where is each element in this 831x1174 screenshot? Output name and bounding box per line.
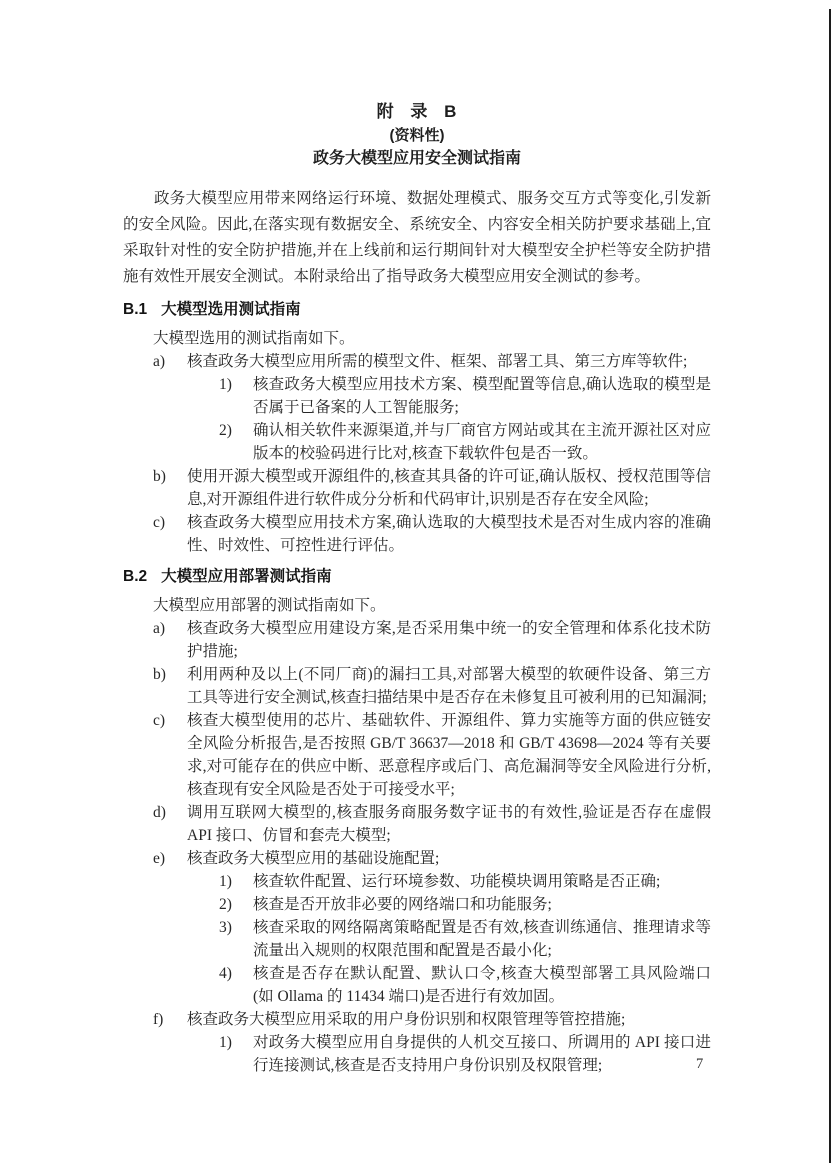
- list-subitem: [219, 419, 711, 465]
- list-subitem-label: 1): [219, 376, 232, 393]
- list-subitem: [219, 962, 711, 1008]
- appendix-informative-label: (资料性): [389, 127, 445, 144]
- appendix-label: 附 录 B: [376, 102, 458, 121]
- list-subitem: [219, 1031, 711, 1077]
- list-subitem-text: 确认相关软件来源渠道,并与厂商官方网站或其在主流开源社区对应版本的校验码进行比对,核查下载软件包是否一致。: [253, 422, 711, 462]
- list-item-label: e): [153, 850, 166, 867]
- list-item-text: 核查政务大模型应用的基础设施配置;: [187, 850, 440, 867]
- section-heading-text: 大模型应用部署测试指南: [161, 568, 332, 585]
- list-item-label: d): [153, 804, 166, 821]
- list-item-text: 调用互联网大模型的,核查服务商服务数字证书的有效性,验证是否存在虚假 API 接口、仿冒和套壳大模型;: [187, 804, 711, 844]
- section-heading-label: B.1: [123, 301, 148, 318]
- list-item-text: 核查政务大模型应用建设方案,是否采用集中统一的安全管理和体系化技术防护措施;: [187, 620, 711, 660]
- list-item-label: c): [153, 712, 166, 729]
- list-subitem: [219, 893, 711, 916]
- list-item: [153, 847, 711, 870]
- list-item: [153, 1008, 711, 1031]
- list-item: [153, 617, 711, 663]
- section-lead: 大模型选用的测试指南如下。: [153, 330, 355, 347]
- list-item-text: 核查大模型使用的芯片、基础软件、开源组件、算力实施等方面的供应链安全风险分析报告,是否按照 GB/T 36637—2018 和 GB/T 43698—2024 等有关要求,对可能存在的供应中断、恶意程序或后门、高危漏洞等安全风险进行分析,核查现有安全风险是否处于可接受水平;: [187, 712, 711, 798]
- list-item-label: a): [153, 353, 166, 370]
- list-item: [153, 709, 711, 801]
- section-lead: 大模型应用部署的测试指南如下。: [153, 597, 386, 614]
- list-subitem-text: 核查是否存在默认配置、默认口令,核查大模型部署工具风险端口(如 Ollama 的 11434 端口)是否进行有效加固。: [253, 965, 711, 1005]
- page-content: [123, 100, 711, 1077]
- section-items: [123, 617, 711, 1077]
- title-block: [123, 100, 711, 170]
- list-item-text: 利用两种及以上(不同厂商)的漏扫工具,对部署大模型的软硬件设备、第三方工具等进行安全测试,核查扫描结果中是否存在未修复且可被利用的已知漏洞;: [187, 666, 711, 706]
- list-item-text: 核查政务大模型应用采取的用户身份识别和权限管理等管控措施;: [187, 1011, 626, 1028]
- list-item: [153, 465, 711, 511]
- page-title: 政务大模型应用安全测试指南: [312, 150, 521, 167]
- list-item: [153, 801, 711, 847]
- list-subitem-text: 核查政务大模型应用技术方案、模型配置等信息,确认选取的模型是否属于已备案的人工智能服务;: [253, 376, 711, 416]
- section-heading-text: 大模型选用测试指南: [161, 301, 301, 318]
- list-subitem-text: 核查采取的网络隔离策略配置是否有效,核查训练通信、推理请求等流量出入规则的权限范围和配置是否最小化;: [253, 919, 711, 959]
- list-subitem-label: 1): [219, 1034, 232, 1051]
- section-items: [123, 350, 711, 557]
- list-item-label: c): [153, 514, 166, 531]
- list-item: [153, 663, 711, 709]
- list-item-label: b): [153, 468, 166, 485]
- section-heading: [123, 567, 711, 586]
- list-subitem: [219, 916, 711, 962]
- list-item: [153, 511, 711, 557]
- list-subitem-text: 核查是否开放非必要的网络端口和功能服务;: [253, 896, 552, 913]
- list-subitem-text: 核查软件配置、运行环境参数、功能模块调用策略是否正确;: [253, 873, 661, 890]
- section: [123, 567, 711, 1077]
- sections-container: [123, 300, 711, 1077]
- page-number: 7: [696, 1056, 704, 1072]
- list-item: [153, 350, 711, 373]
- list-item-label: a): [153, 620, 166, 637]
- list-subitem-text: 对政务大模型应用自身提供的人机交互接口、所调用的 API 接口进行连接测试,核查是否支持用户身份识别及权限管理;: [253, 1034, 711, 1074]
- section: [123, 300, 711, 557]
- list-subitem-label: 2): [219, 896, 232, 913]
- list-subitem-label: 4): [219, 965, 232, 982]
- list-subitem: [219, 870, 711, 893]
- list-item-text: 核查政务大模型应用所需的模型文件、框架、部署工具、第三方库等软件;: [187, 353, 688, 370]
- list-item-text: 使用开源大模型或开源组件的,核查其具备的许可证,确认版权、授权范围等信息,对开源组件进行软件成分分析和代码审计,识别是否存在安全风险;: [187, 468, 711, 508]
- section-heading: [123, 300, 711, 319]
- list-subitem: [219, 373, 711, 419]
- intro-paragraph: 政务大模型应用带来网络运行环境、数据处理模式、服务交互方式等变化,引发新的安全风险。因此,在落实现有数据安全、系统安全、内容安全相关防护要求基础上,宜采取针对性的安全防护措施,并在上线前和运行期间针对大模型安全护栏等安全防护措施有效性开展安全测试。本附录给出了指导政务大模型应用安全测试的参考。: [123, 190, 711, 285]
- list-subitem-label: 2): [219, 422, 232, 439]
- list-subitem-label: 1): [219, 873, 232, 890]
- list-item-label: f): [153, 1011, 164, 1028]
- section-heading-label: B.2: [123, 568, 148, 585]
- list-item-text: 核查政务大模型应用技术方案,确认选取的大模型技术是否对生成内容的准确性、时效性、可控性进行评估。: [187, 514, 711, 554]
- list-item-label: b): [153, 666, 166, 683]
- list-subitem-label: 3): [219, 919, 232, 936]
